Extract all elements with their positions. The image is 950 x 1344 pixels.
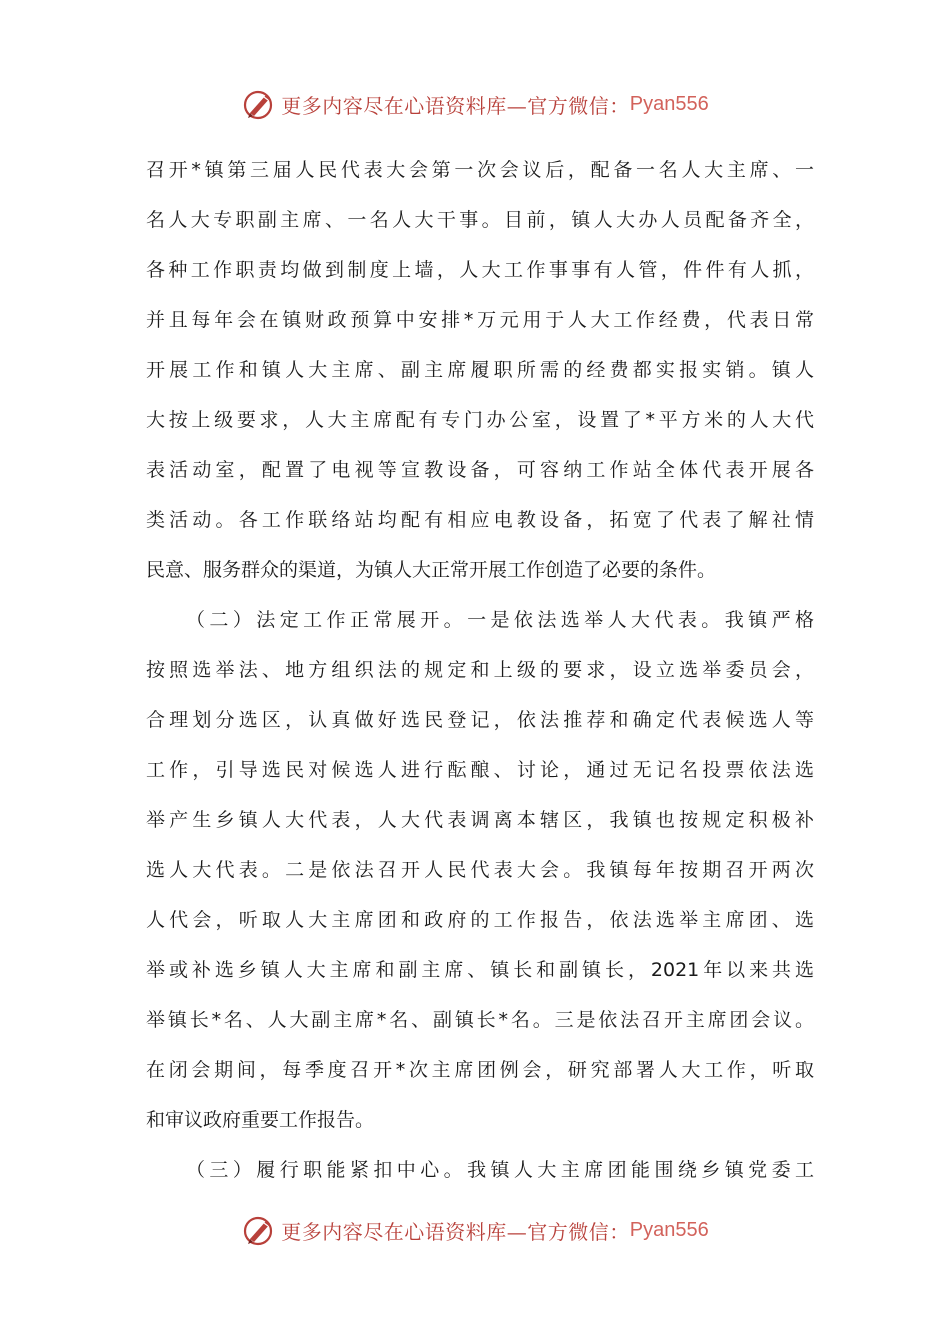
pen-logo-icon (241, 1212, 277, 1248)
footer-brand: Pyan556 (629, 1218, 709, 1241)
header-banner (0, 84, 950, 124)
section-heading-line: （三）履行职能紧扣中心。我镇人大主席团能围绕乡镇党委工 (186, 1159, 814, 1181)
text-line: 召开*镇第三届人民代表大会第一次会议后，配备一名人大主席、一 (146, 159, 814, 181)
text-line: 选人大代表。二是依法召开人民代表大会。我镇每年按期召开两次 (146, 859, 814, 881)
text-line: 民意、服务群众的渠道，为镇人大正常开展工作创造了必要的条件。 (146, 559, 717, 581)
text-line: 举产生乡镇人大代表，人大代表调离本辖区，我镇也按规定积极补 (146, 809, 814, 831)
text-line: 名人大专职副主席、一名人大干事。目前，镇人大办人员配备齐全， (146, 209, 814, 231)
header-text: 更多内容尽在心语资料库—官方微信： (281, 93, 630, 118)
text-line: 合理划分选区，认真做好选民登记，依法推荐和确定代表候选人等 (146, 709, 814, 731)
text-line: 开展工作和镇人大主席、副主席履职所需的经费都实报实销。镇人 (146, 359, 814, 381)
document-body (146, 145, 814, 1195)
section-heading-line: （二）法定工作正常展开。一是依法选举人大代表。我镇严格 (186, 609, 814, 631)
pen-logo-icon (241, 86, 277, 122)
header-brand: Pyan556 (629, 92, 709, 115)
text-line: 表活动室，配置了电视等宣教设备，可容纳工作站全体代表开展各 (146, 459, 814, 481)
text-line: 工作，引导选民对候选人进行酝酿、讨论，通过无记名投票依法选 (146, 759, 814, 781)
footer-text: 更多内容尽在心语资料库—官方微信： (281, 1219, 630, 1244)
text-line: 人代会，听取人大主席团和政府的工作报告，依法选举主席团、选 (146, 909, 814, 931)
text-line: 并且每年会在镇财政预算中安排*万元用于人大工作经费，代表日常 (146, 309, 814, 331)
text-line: 按照选举法、地方组织法的规定和上级的要求，设立选举委员会， (146, 659, 814, 681)
text-line: 在闭会期间，每季度召开*次主席团例会，研究部署人大工作，听取 (146, 1059, 814, 1081)
text-line: 举或补选乡镇人大主席和副主席、镇长和副镇长，2021年以来共选 (146, 959, 814, 981)
text-line: 举镇长*名、人大副主席*名、副镇长*名。三是依法召开主席团会议。 (146, 1009, 814, 1031)
text-line: 类活动。各工作联络站均配有相应电教设备，拓宽了代表了解社情 (146, 509, 814, 531)
text-line: 大按上级要求，人大主席配有专门办公室，设置了*平方米的人大代 (146, 409, 814, 431)
text-line: 和审议政府重要工作报告。 (146, 1109, 375, 1131)
text-line: 各种工作职责均做到制度上墙，人大工作事事有人管，件件有人抓， (146, 259, 814, 281)
footer-banner (0, 1210, 950, 1250)
